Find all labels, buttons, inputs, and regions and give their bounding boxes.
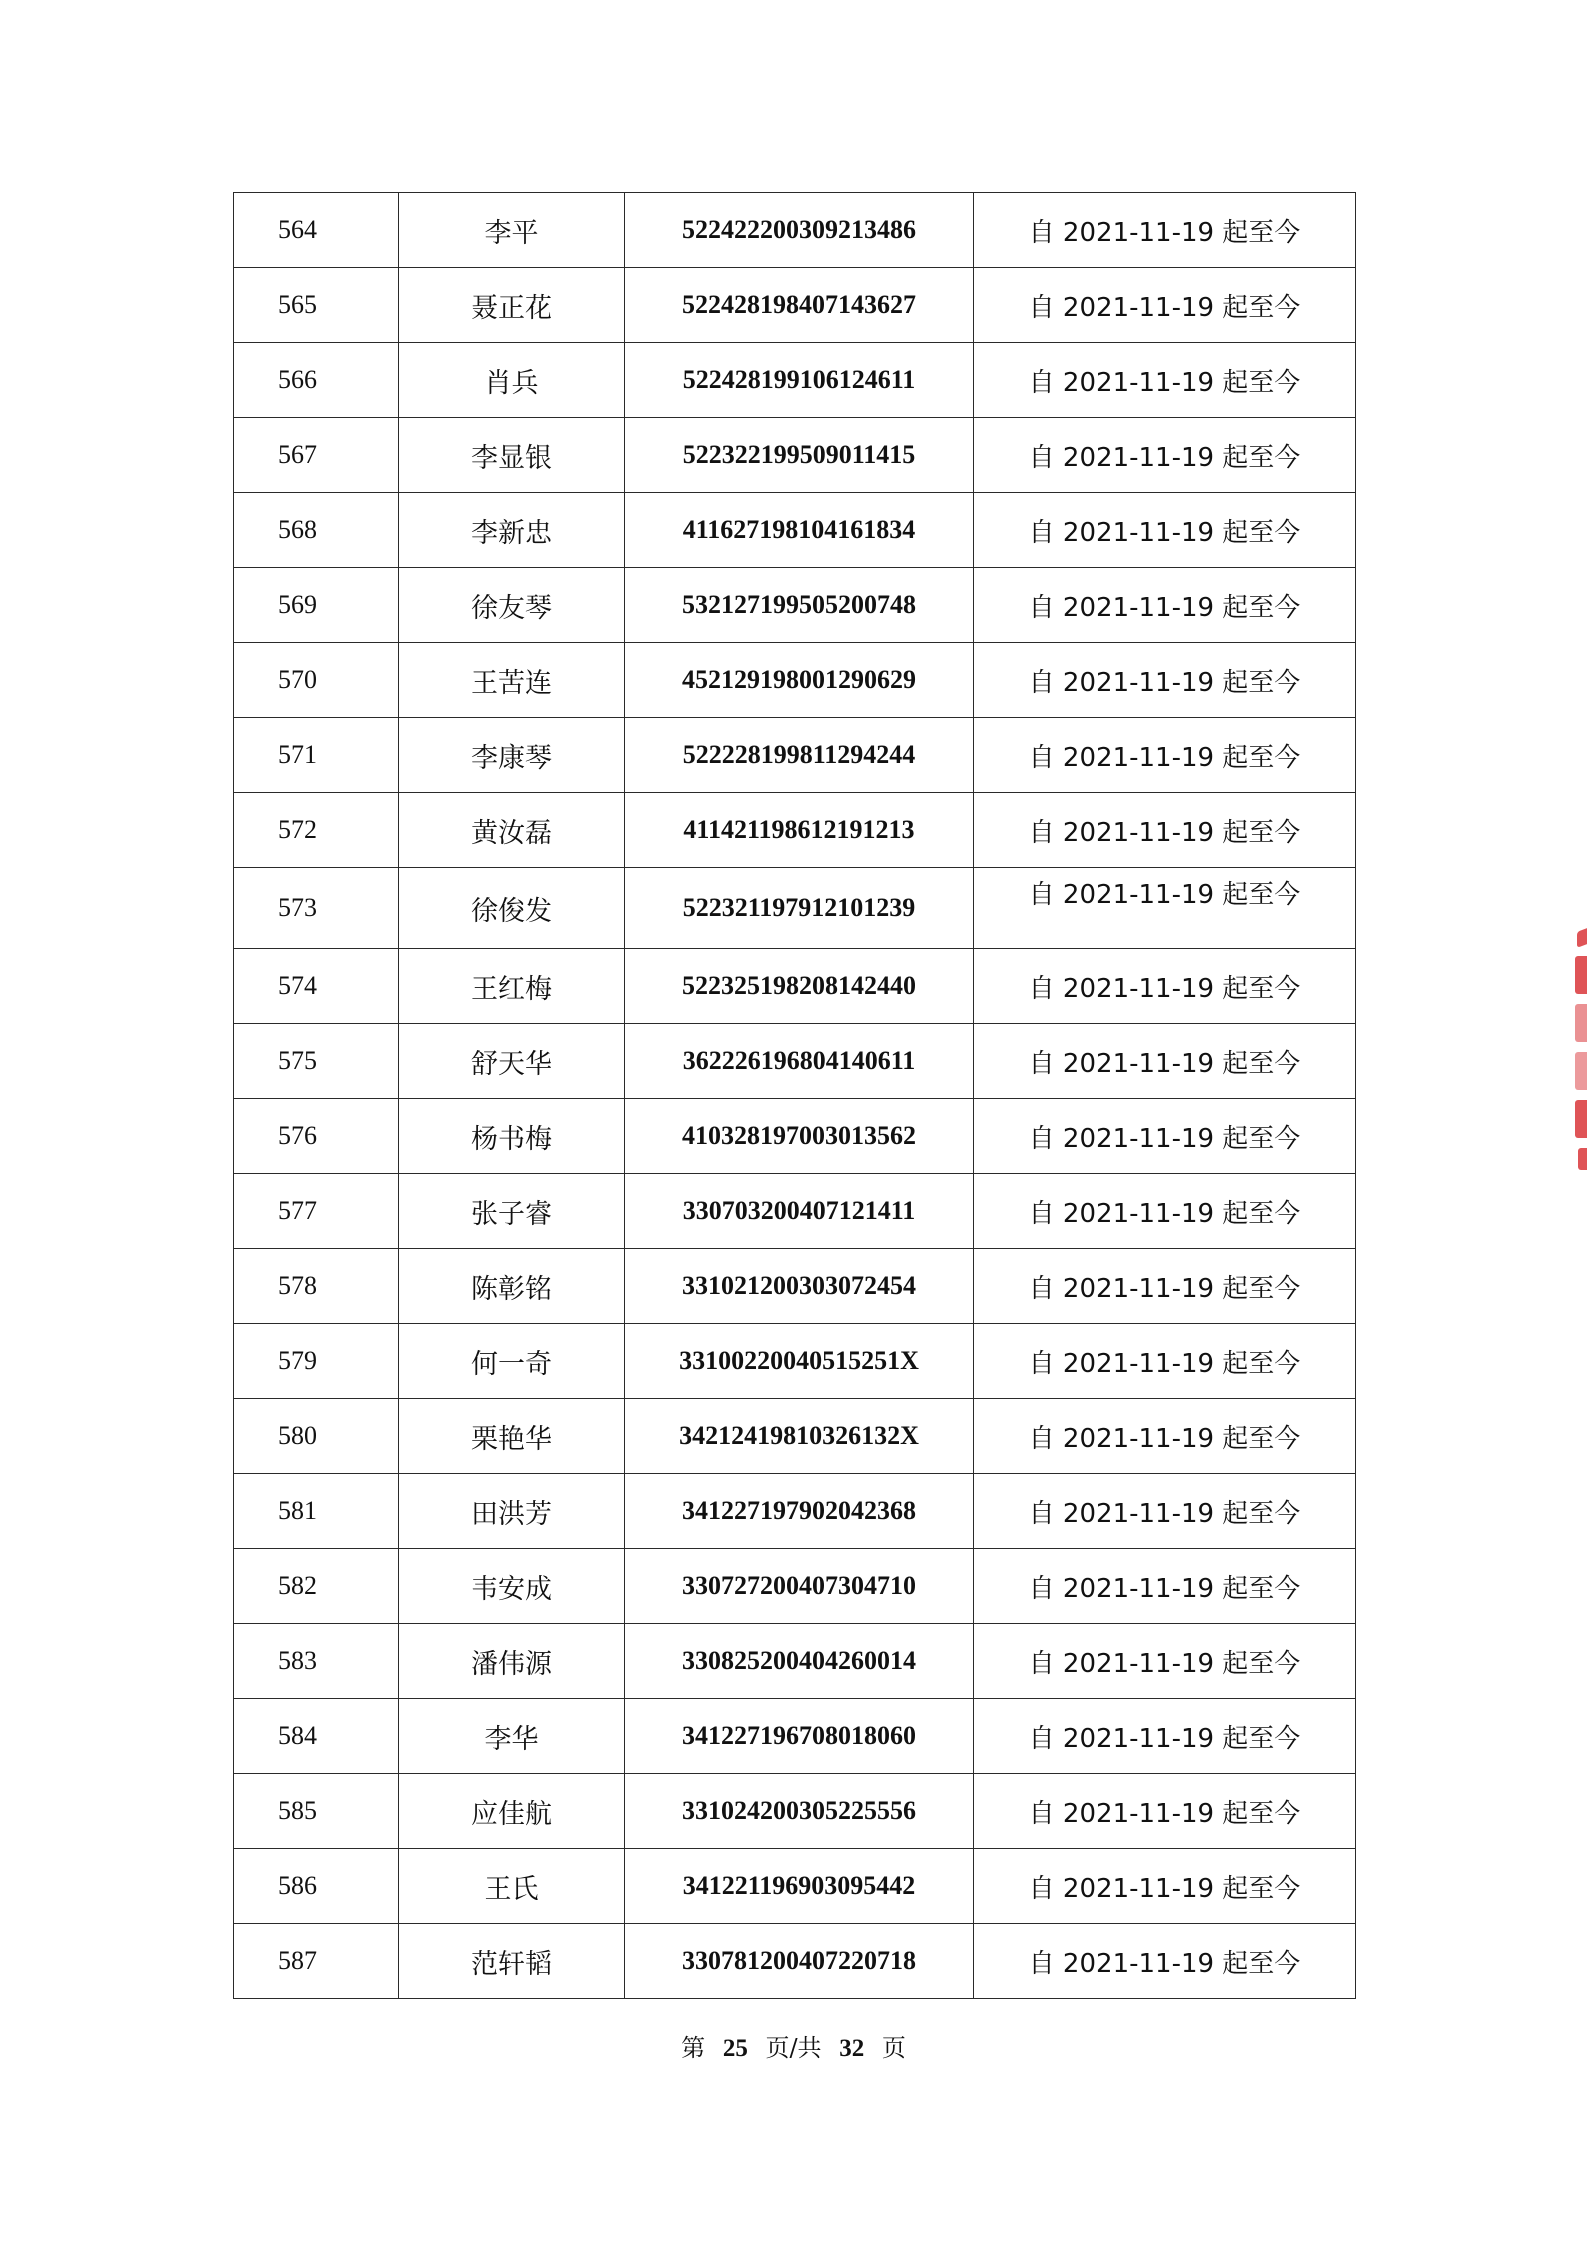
table-row bbox=[234, 1474, 1356, 1549]
id-number-cell: 341221196903095442 bbox=[625, 1849, 974, 1924]
id-number-cell: 522428198407143627 bbox=[625, 268, 974, 343]
row-number-cell: 571 bbox=[234, 718, 399, 793]
table-row bbox=[234, 643, 1356, 718]
name-cell: 李新忠 bbox=[399, 493, 625, 568]
date-period-cell: 自 2021-11-19 起至今 bbox=[974, 1699, 1356, 1774]
table-row bbox=[234, 1774, 1356, 1849]
row-number-cell: 582 bbox=[234, 1549, 399, 1624]
id-number-cell: 411627198104161834 bbox=[625, 493, 974, 568]
row-number-cell: 570 bbox=[234, 643, 399, 718]
table-row bbox=[234, 1924, 1356, 1999]
name-cell: 王苦连 bbox=[399, 643, 625, 718]
id-number-cell: 522228199811294244 bbox=[625, 718, 974, 793]
date-period-cell: 自 2021-11-19 起至今 bbox=[974, 1024, 1356, 1099]
row-number-cell: 581 bbox=[234, 1474, 399, 1549]
name-cell: 杨书梅 bbox=[399, 1099, 625, 1174]
table-row bbox=[234, 268, 1356, 343]
name-cell: 应佳航 bbox=[399, 1774, 625, 1849]
table-row bbox=[234, 1699, 1356, 1774]
page-footer bbox=[0, 2028, 1587, 2063]
row-number-cell: 586 bbox=[234, 1849, 399, 1924]
name-cell: 聂正花 bbox=[399, 268, 625, 343]
current-page-number: 25 bbox=[722, 2035, 748, 2062]
id-number-cell: 522322199509011415 bbox=[625, 418, 974, 493]
date-period-cell: 自 2021-11-19 起至今 bbox=[974, 418, 1356, 493]
row-number-cell: 579 bbox=[234, 1324, 399, 1399]
row-number-cell: 576 bbox=[234, 1099, 399, 1174]
row-number-cell: 587 bbox=[234, 1924, 399, 1999]
row-number-cell: 577 bbox=[234, 1174, 399, 1249]
date-period-cell: 自 2021-11-19 起至今 bbox=[974, 1249, 1356, 1324]
row-number-cell: 583 bbox=[234, 1624, 399, 1699]
date-period-cell: 自 2021-11-19 起至今 bbox=[974, 268, 1356, 343]
record-table-body bbox=[234, 193, 1356, 1999]
id-number-cell: 522321197912101239 bbox=[625, 868, 974, 949]
table-row bbox=[234, 1174, 1356, 1249]
id-number-cell: 362226196804140611 bbox=[625, 1024, 974, 1099]
id-number-cell: 522428199106124611 bbox=[625, 343, 974, 418]
date-period-cell: 自 2021-11-19 起至今 bbox=[974, 1624, 1356, 1699]
date-period-cell: 自 2021-11-19 起至今 bbox=[974, 493, 1356, 568]
row-number-cell: 564 bbox=[234, 193, 399, 268]
row-number-cell: 585 bbox=[234, 1774, 399, 1849]
table-row bbox=[234, 493, 1356, 568]
date-period-cell: 自 2021-11-19 起至今 bbox=[974, 1924, 1356, 1999]
name-cell: 韦安成 bbox=[399, 1549, 625, 1624]
footer-suffix: 页 bbox=[881, 2034, 906, 2062]
date-period-cell: 自 2021-11-19 起至今 bbox=[974, 718, 1356, 793]
footer-prefix: 第 bbox=[681, 2034, 706, 2062]
date-period-cell: 自 2021-11-19 起至今 bbox=[974, 1774, 1356, 1849]
id-number-cell: 331024200305225556 bbox=[625, 1774, 974, 1849]
date-period-cell: 自 2021-11-19 起至今 bbox=[974, 868, 1356, 949]
date-period-cell: 自 2021-11-19 起至今 bbox=[974, 193, 1356, 268]
id-number-cell: 411421198612191213 bbox=[625, 793, 974, 868]
row-number-cell: 568 bbox=[234, 493, 399, 568]
red-seal-fragment bbox=[1571, 930, 1587, 1210]
row-number-cell: 566 bbox=[234, 343, 399, 418]
name-cell: 黄汝磊 bbox=[399, 793, 625, 868]
footer-middle: 页/共 bbox=[765, 2034, 822, 2062]
id-number-cell: 330781200407220718 bbox=[625, 1924, 974, 1999]
table-row bbox=[234, 343, 1356, 418]
date-period-cell: 自 2021-11-19 起至今 bbox=[974, 1099, 1356, 1174]
table-row bbox=[234, 1399, 1356, 1474]
total-pages-number: 32 bbox=[839, 2035, 865, 2062]
date-period-cell: 自 2021-11-19 起至今 bbox=[974, 1174, 1356, 1249]
row-number-cell: 572 bbox=[234, 793, 399, 868]
table-row bbox=[234, 1249, 1356, 1324]
row-number-cell: 567 bbox=[234, 418, 399, 493]
id-number-cell: 34212419810326132X bbox=[625, 1399, 974, 1474]
record-table bbox=[233, 192, 1356, 1999]
date-period-cell: 自 2021-11-19 起至今 bbox=[974, 1324, 1356, 1399]
table-row bbox=[234, 1099, 1356, 1174]
id-number-cell: 452129198001290629 bbox=[625, 643, 974, 718]
table-row bbox=[234, 1324, 1356, 1399]
name-cell: 徐友琴 bbox=[399, 568, 625, 643]
row-number-cell: 575 bbox=[234, 1024, 399, 1099]
name-cell: 舒天华 bbox=[399, 1024, 625, 1099]
name-cell: 王氏 bbox=[399, 1849, 625, 1924]
table-row bbox=[234, 1024, 1356, 1099]
name-cell: 肖兵 bbox=[399, 343, 625, 418]
name-cell: 王红梅 bbox=[399, 949, 625, 1024]
date-period-cell: 自 2021-11-19 起至今 bbox=[974, 949, 1356, 1024]
date-period-cell: 自 2021-11-19 起至今 bbox=[974, 643, 1356, 718]
date-period-cell: 自 2021-11-19 起至今 bbox=[974, 1849, 1356, 1924]
date-period-cell: 自 2021-11-19 起至今 bbox=[974, 1399, 1356, 1474]
table-row bbox=[234, 718, 1356, 793]
id-number-cell: 410328197003013562 bbox=[625, 1099, 974, 1174]
table-row bbox=[234, 1549, 1356, 1624]
name-cell: 范轩韬 bbox=[399, 1924, 625, 1999]
name-cell: 李平 bbox=[399, 193, 625, 268]
date-period-cell: 自 2021-11-19 起至今 bbox=[974, 568, 1356, 643]
id-number-cell: 330825200404260014 bbox=[625, 1624, 974, 1699]
name-cell: 何一奇 bbox=[399, 1324, 625, 1399]
table-row bbox=[234, 418, 1356, 493]
row-number-cell: 584 bbox=[234, 1699, 399, 1774]
id-number-cell: 330727200407304710 bbox=[625, 1549, 974, 1624]
name-cell: 张子睿 bbox=[399, 1174, 625, 1249]
date-period-cell: 自 2021-11-19 起至今 bbox=[974, 1549, 1356, 1624]
date-period-cell: 自 2021-11-19 起至今 bbox=[974, 793, 1356, 868]
table-row bbox=[234, 949, 1356, 1024]
name-cell: 李康琴 bbox=[399, 718, 625, 793]
table-row bbox=[234, 793, 1356, 868]
table-row bbox=[234, 568, 1356, 643]
name-cell: 徐俊发 bbox=[399, 868, 625, 949]
row-number-cell: 569 bbox=[234, 568, 399, 643]
id-number-cell: 532127199505200748 bbox=[625, 568, 974, 643]
id-number-cell: 33100220040515251X bbox=[625, 1324, 974, 1399]
id-number-cell: 331021200303072454 bbox=[625, 1249, 974, 1324]
row-number-cell: 565 bbox=[234, 268, 399, 343]
id-number-cell: 341227196708018060 bbox=[625, 1699, 974, 1774]
date-period-cell: 自 2021-11-19 起至今 bbox=[974, 343, 1356, 418]
name-cell: 李显银 bbox=[399, 418, 625, 493]
row-number-cell: 580 bbox=[234, 1399, 399, 1474]
id-number-cell: 522422200309213486 bbox=[625, 193, 974, 268]
table-row bbox=[234, 1624, 1356, 1699]
id-number-cell: 341227197902042368 bbox=[625, 1474, 974, 1549]
name-cell: 陈彰铭 bbox=[399, 1249, 625, 1324]
row-number-cell: 573 bbox=[234, 868, 399, 949]
name-cell: 栗艳华 bbox=[399, 1399, 625, 1474]
name-cell: 李华 bbox=[399, 1699, 625, 1774]
date-period-cell: 自 2021-11-19 起至今 bbox=[974, 1474, 1356, 1549]
name-cell: 田洪芳 bbox=[399, 1474, 625, 1549]
id-number-cell: 522325198208142440 bbox=[625, 949, 974, 1024]
id-number-cell: 330703200407121411 bbox=[625, 1174, 974, 1249]
table-row bbox=[234, 1849, 1356, 1924]
row-number-cell: 574 bbox=[234, 949, 399, 1024]
table-row bbox=[234, 868, 1356, 949]
table-row bbox=[234, 193, 1356, 268]
name-cell: 潘伟源 bbox=[399, 1624, 625, 1699]
row-number-cell: 578 bbox=[234, 1249, 399, 1324]
